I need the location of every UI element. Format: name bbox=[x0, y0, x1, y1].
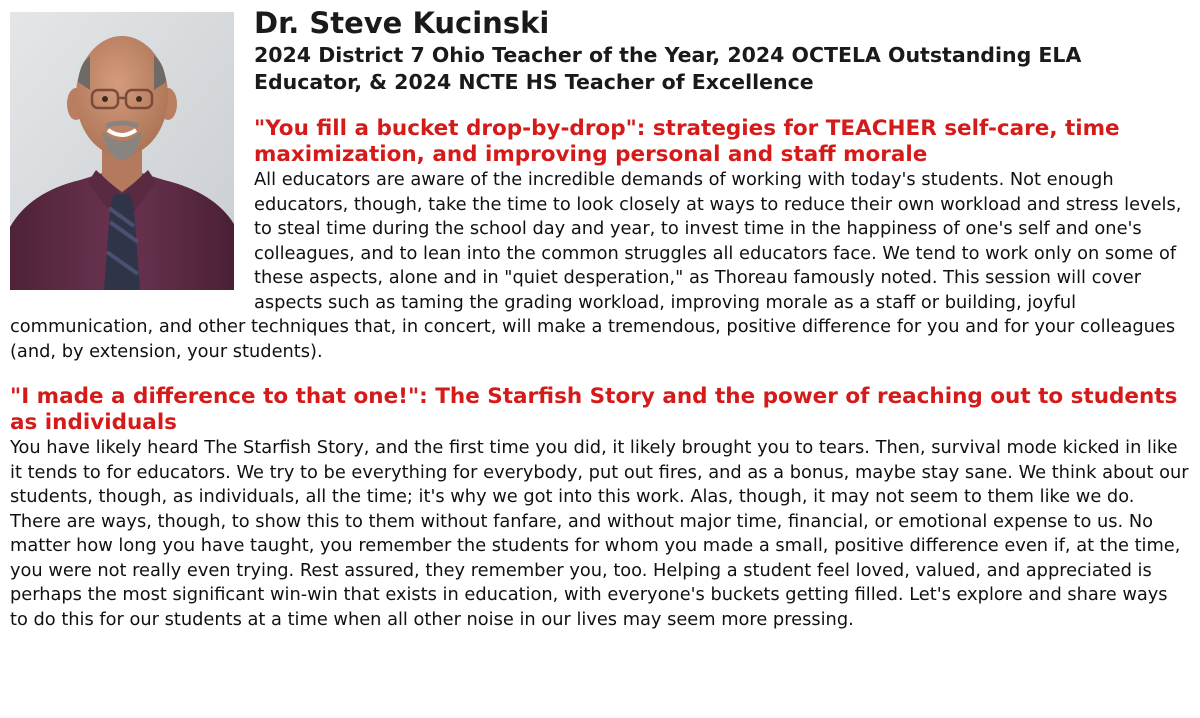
speaker-bio-page bbox=[10, 0, 1190, 632]
session-2-description: You have likely heard The Starfish Story, and the first time you did, it likely brought you to tears. Then, survival mode kicked in like it tends to for educators. We try to be everything for everybody, put out fires, and as a bonus, maybe stay sane. We think about our students, though, as individuals, all the time; it's why we got into this work. Alas, though, it may not seem to them like we do. There are ways, though, to show this to them without fanfare, and without major time, financial, or emotional expense to us. No matter how long you have taught, you remember the students for whom you made a small, positive difference even if, at the time, you were not really even trying. Rest assured, they remember you, too. Helping a student feel loved, valued, and appreciated is perhaps the most significant win-win that exists in education, with everyone's buckets getting filled. Let's explore and share ways to do this for our students at a time when all other noise in our lives may seem more pressing. bbox=[10, 437, 1189, 630]
speaker-title: 2024 District 7 Ohio Teacher of the Year, 2024 OCTELA Outstanding ELA Educator, & 2024 NCTE HS Teacher of Excellence bbox=[254, 43, 1082, 94]
session-1-description: All educators are aware of the incredible demands of working with today's students. Not enough educators, though, take the time to look closely at ways to reduce their own workload and stress levels, to steal time during the school day and year, to invest time in the happiness of one's self and one's colleagues, and to lean into the common struggles all educators face. We tend to work only on some of these aspects, alone and in "quiet desperation," as Thoreau famously noted. This session will cover aspects such as taming the grading workload, improving morale as a staff or building, joyful communication, and other techniques that, in concert, will make a tremendous, positive difference for you and for your colleagues (and, by extension, your students). bbox=[10, 169, 1182, 362]
session-1-title: "You fill a bucket drop-by-drop": strategies for TEACHER self-care, time maximization, and improving personal and staff morale bbox=[254, 116, 1120, 167]
session-2-title: "I made a difference to that one!": The Starfish Story and the power of reaching out to students as individuals bbox=[10, 384, 1178, 435]
speaker-photo bbox=[10, 12, 234, 290]
speaker-name: Dr. Steve Kucinski bbox=[254, 6, 550, 40]
speaker-portrait-photo-icon bbox=[10, 12, 234, 290]
